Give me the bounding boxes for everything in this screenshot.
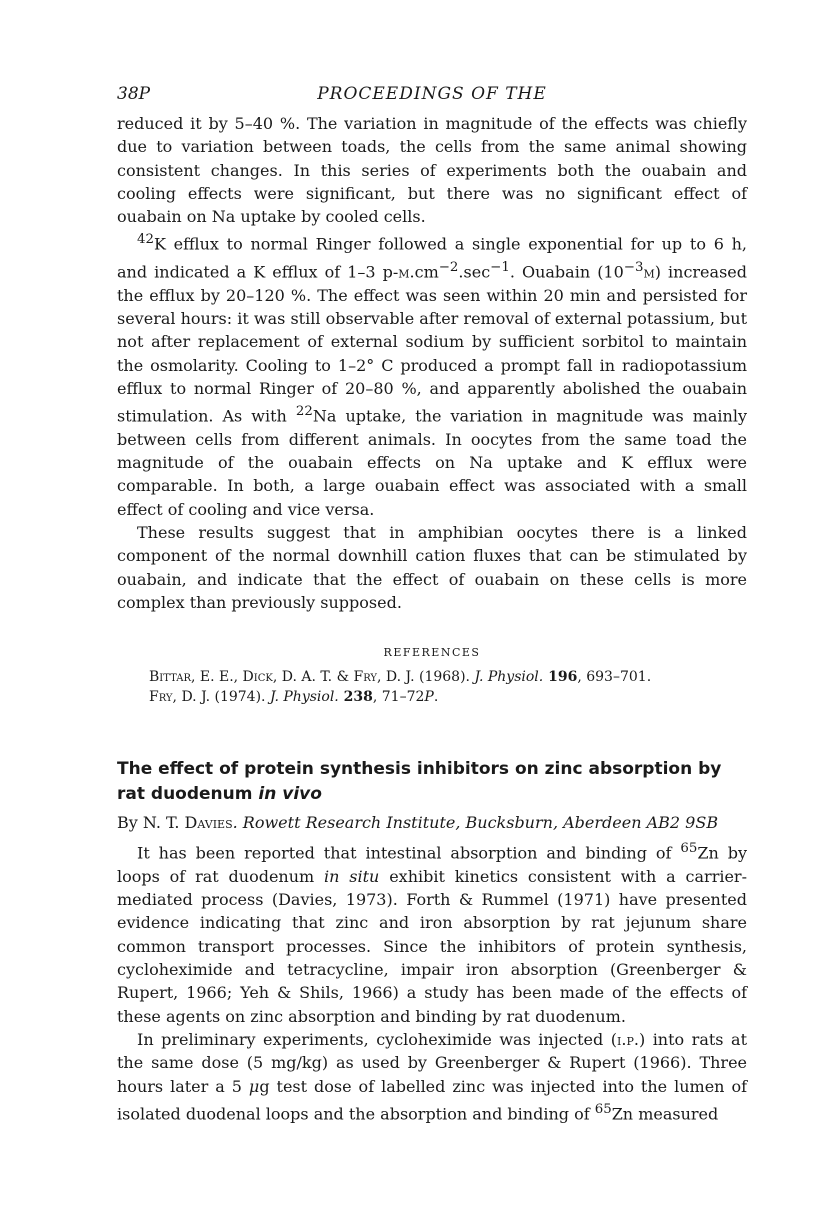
affiliation: . Rowett Research Institute, Bucksburn, Aberdeen AB2 9SB <box>232 813 719 833</box>
references-heading: REFERENCES <box>383 646 481 660</box>
running-title: PROCEEDINGS OF THE <box>317 84 547 104</box>
article-title: The effect of protein synthesis inhibitors on zinc absorption by rat duodenum in vivo <box>117 759 722 805</box>
page-number: 38P <box>117 84 151 104</box>
article-paragraph-methods: In preliminary experiments, cycloheximide was injected (i.p.) into rats at the same dose (5 mg/kg) as used by Greenberger & Rupert (1966). Three hours later a 5 μg test dose of labelled zinc was injected into the lumen of isolated duodenal loops and the absorption and binding of $^{65}$Zn measured <box>117 1029 747 1124</box>
running-header <box>117 84 747 112</box>
page <box>117 84 747 1125</box>
isotope-22: 22 <box>295 404 313 420</box>
author-surname: Davies <box>184 813 233 833</box>
article-paragraph-intro: It has been reported that intestinal absorption and binding of $^{65}$Zn by loops of rat duodenum in situ exhibit kinetics consistent with a carrier-mediated process (Davies, 1973). Forth & Rummel (1971) have presented evidence indicating that zinc and iron absorption by rat jejunum share common transport processes. Since the inhibitors of protein synthesis, cycloheximide and tetracycline, impair iron absorption (Greenberger & Rupert, 1966; Yeh & Shils, 1966) a study has been made of the effects of these agents on zinc absorption and binding by rat duodenum. <box>117 841 747 1026</box>
paragraph-conclusion: These results suggest that in amphibian oocytes there is a linked component of the normal downhill cation fluxes that can be stimulated by ouabain, and indicate that the effect of ouabain on these cells is more complex than previously supposed. <box>117 523 747 612</box>
author-line: By N. T. Davies. Rowett Research Institute, Bucksburn, Aberdeen AB2 9SB <box>117 813 719 833</box>
reference-item: Bittar, E. E., Dick, D. A. T. & Fry, D. J. (1968). J. Physiol. 196, 693–701. <box>149 669 652 686</box>
paragraph-continued: reduced it by 5–40 %. The variation in magnitude of the effects was chiefly due to variation between toads, the cells from the same animal showing consistent changes. In this series of experiments both the ouabain and cooling effects were significant, but there was no significant effect of ouabain on Na uptake by cooled cells. <box>117 114 747 227</box>
reference-item: Fry, D. J. (1974). J. Physiol. 238, 71–72P. <box>149 689 439 706</box>
paragraph-potassium-efflux: $^{42}$K efflux to normal Ringer followed a single exponential for up to 6 h, and indicated a K efflux of 1–3 $p-m.cm^{-2}.\sec^{-1}$. Ouabain $(10^{-3}m)$ increased the efflux by 20–120 %. The effect was seen within 20 min and persisted for several hours: it was still observable after removal of external potassium, but not after replacement of external sodium by sufficient sorbitol to maintain the osmolarity. Cooling to 1–2° C produced a prompt fall in radiopotassium efflux to normal Ringer of 20–80 %, and apparently abolished the ouabain stimulation. As with $^{22}$Na uptake, the variation in magnitude was mainly between cells from different animals. In oocytes from the same toad the magnitude of the ouabain effects on Na uptake and K efflux were comparable. In both, a large ouabain effect was associated with a small effect of cooling and vice versa. <box>117 232 748 519</box>
isotope-42: 42 <box>137 232 154 248</box>
